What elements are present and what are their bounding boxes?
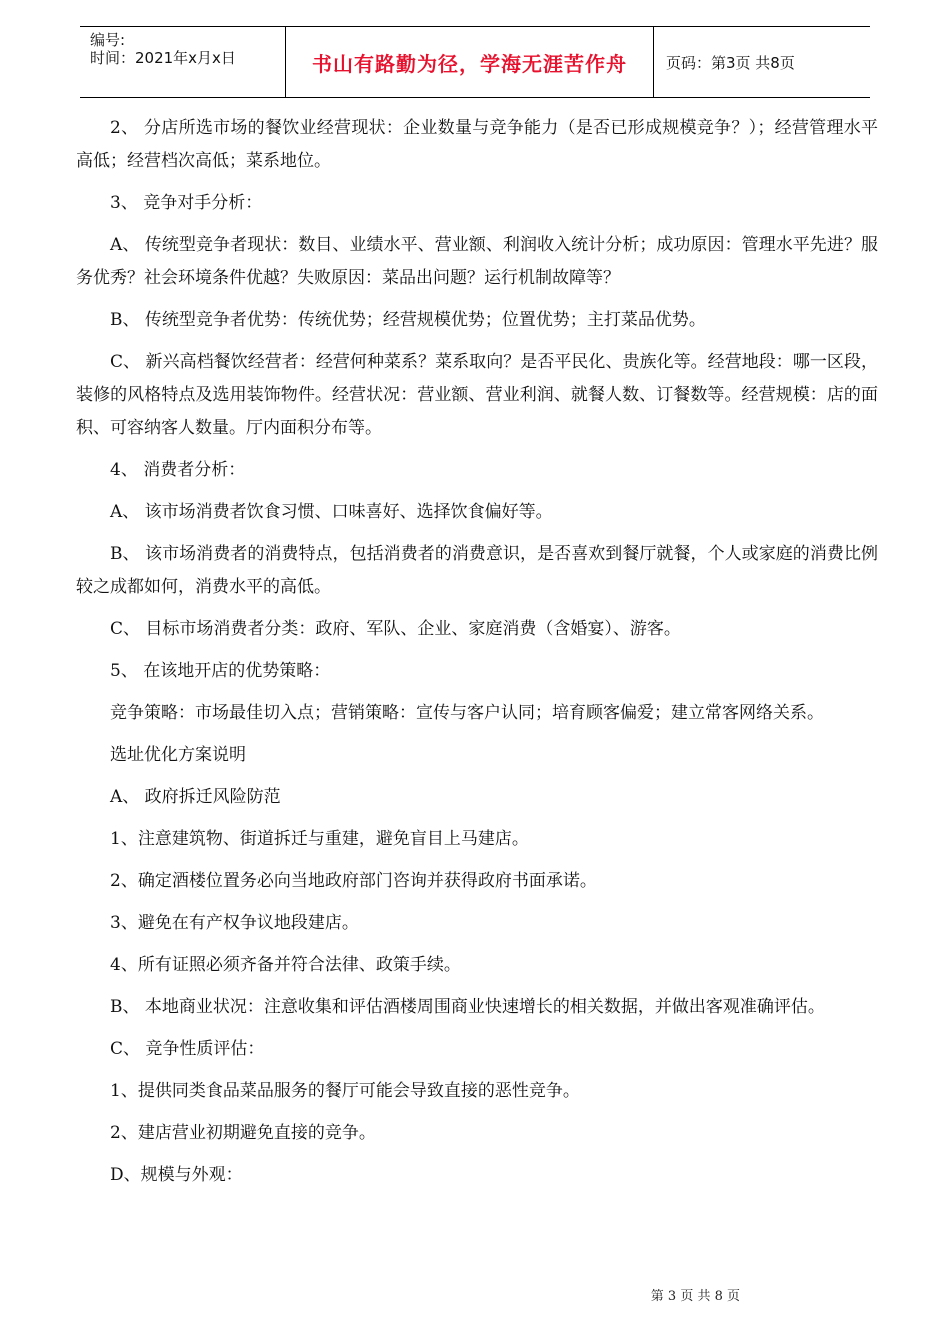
header-motto: 书山有路勤为径，学海无涯苦作舟 xyxy=(286,27,654,97)
document-header xyxy=(80,26,870,98)
paragraph: A、 传统型竞争者现状：数目、业绩水平、营业额、利润收入统计分析；成功原因：管理水平先进？服务优秀？社会环境条件优越？失败原因：菜品出问题？运行机制故障等？ xyxy=(76,235,878,288)
paragraph: B、 本地商业状况：注意收集和评估酒楼周围商业快速增长的相关数据，并做出客观准确评估。 xyxy=(110,997,825,1017)
document-time-label: 时间：2021年x月x日 xyxy=(90,49,236,67)
document-body xyxy=(76,112,878,1201)
header-meta-cell xyxy=(80,27,286,97)
paragraph: 5、 在该地开店的优势策略： xyxy=(110,661,331,681)
paragraph: 1、注意建筑物、街道拆迁与重建，避免盲目上马建店。 xyxy=(110,829,529,849)
document-number-label: 编号: xyxy=(90,31,126,49)
paragraph: A、 政府拆迁风险防范 xyxy=(110,787,281,807)
paragraph: 4、所有证照必须齐备并符合法律、政策手续。 xyxy=(110,955,461,975)
paragraph: C、 新兴高档餐饮经营者：经营何种菜系？菜系取向？是否平民化、贵族化等。经营地段：哪一区段，装修的风格特点及选用装饰物件。经营状况：营业额、营业利润、就餐人数、订餐数等。经营规模：店的面积、可容纳客人数量。厅内面积分布等。 xyxy=(76,352,878,438)
paragraph: 1、提供同类食品菜品服务的餐厅可能会导致直接的恶性竞争。 xyxy=(110,1081,580,1101)
paragraph: B、 传统型竞争者优势：传统优势；经营规模优势；位置优势；主打菜品优势。 xyxy=(110,310,706,330)
paragraph: 竞争策略：市场最佳切入点；营销策略：宣传与客户认同；培育顾客偏爱；建立常客网络关系。 xyxy=(110,703,824,723)
paragraph: 2、建店营业初期避免直接的竞争。 xyxy=(110,1123,376,1143)
page-footer: 第 3 页 共 8 页 xyxy=(650,1289,740,1304)
paragraph: 3、避免在有产权争议地段建店。 xyxy=(110,913,359,933)
paragraph: A、 该市场消费者饮食习惯、口味喜好、选择饮食偏好等。 xyxy=(110,502,553,522)
paragraph: C、 竞争性质评估： xyxy=(110,1039,265,1059)
paragraph: 2、确定酒楼位置务必向当地政府部门咨询并获得政府书面承诺。 xyxy=(110,871,597,891)
paragraph: C、 目标市场消费者分类：政府、军队、企业、家庭消费（含婚宴）、游客。 xyxy=(110,619,681,639)
paragraph: D、规模与外观： xyxy=(110,1165,243,1185)
header-page-info: 页码：第3页 共8页 xyxy=(666,53,795,72)
section-heading: 选址优化方案说明 xyxy=(110,745,246,765)
paragraph: 2、 分店所选市场的餐饮业经营现状：企业数量与竞争能力（是否已形成规模竞争？）；经营管理水平高低；经营档次高低；菜系地位。 xyxy=(76,118,878,171)
paragraph: B、 该市场消费者的消费特点，包括消费者的消费意识，是否喜欢到餐厅就餐，个人或家庭的消费比例较之成都如何，消费水平的高低。 xyxy=(76,544,878,597)
paragraph: 3、 竞争对手分析： xyxy=(110,193,263,213)
paragraph: 4、 消费者分析： xyxy=(110,460,246,480)
